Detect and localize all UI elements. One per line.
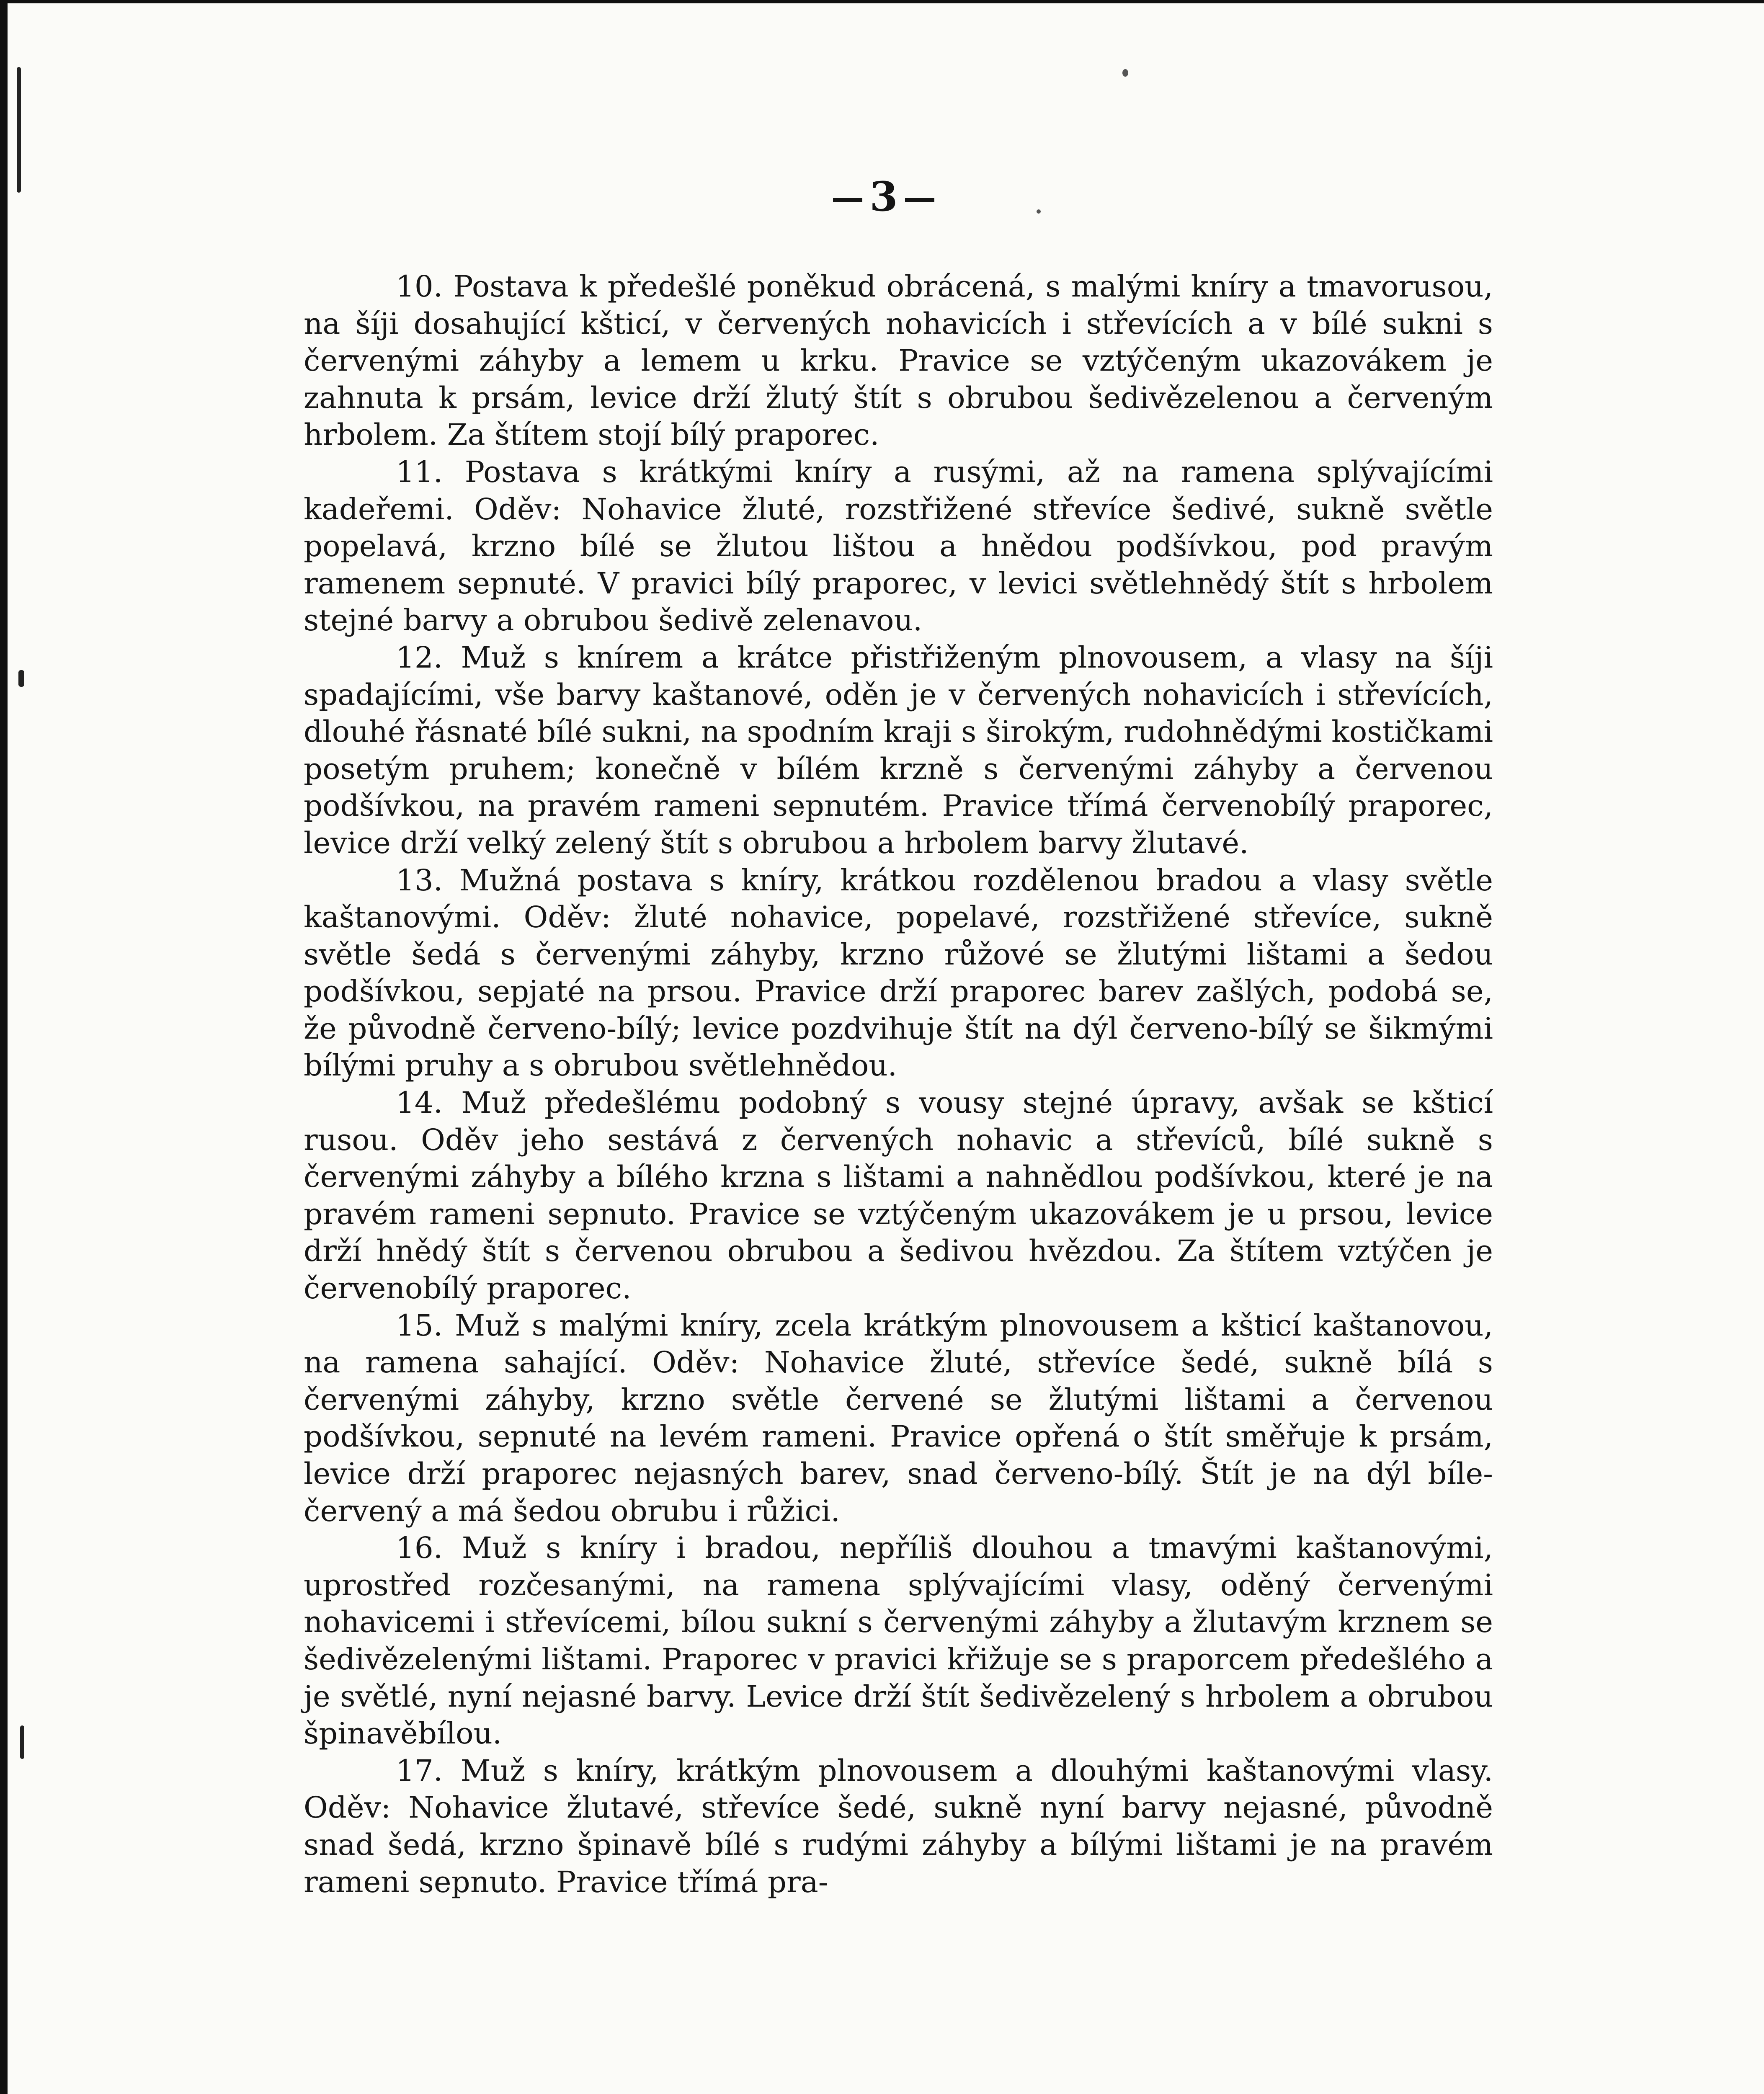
scan-border-left xyxy=(0,0,8,2094)
entry-text: Muž s knírem a krátce přistřiženým plnovousem, a vlasy na šíji spadajícími, vše barvy kaštanové, oděn je v červených nohavicích i střevících, dlouhé řásnaté bílé sukni, na spodním kraji s širokým, rudohnědými kostičkami posetým pruhem; konečně v bílém krzně s červenými záhyby a červenou podšívkou, na pravém rameni sepnutém. Pravice třímá červenobílý praporec, levice drží velký zelený štít s obrubou a hrbolem barvy žlutavé. xyxy=(304,640,1493,860)
entry-text: Mužná postava s kníry, krátkou rozdělenou bradou a vlasy světle kaštanovými. Oděv: žluté nohavice, popelavé, rozstřižené střevíce, sukně světle šedá s červenými záhyby, krzno růžové se žlutými lištami a šedou podšívkou, sepjaté na prsou. Pravice drží praporec barev zašlých, podobá se, že původně červeno-bílý; levice pozdvihuje štít na dýl červeno-bílý se šikmými bílými pruhy a s obrubou světlehnědou. xyxy=(304,863,1493,1083)
entry-number: 12. xyxy=(396,640,443,675)
entry-paragraph xyxy=(304,268,1493,454)
entry-text: Muž s malými kníry, zcela krátkým plnovousem a kšticí kaštanovou, na ramena sahající. Oděv: Nohavice žluté, střevíce šedé, sukně bílá s červenými záhyby, krzno světle červené se žlutými lištami a červenou podšívkou, sepnuté na levém rameni. Pravice opřená o štít směřuje k prsám, levice drží praporec nejasných barev, snad červeno-bílý. Štít je na dýl bíle-červený a má šedou obrubu i růžici. xyxy=(304,1308,1493,1528)
page-number xyxy=(821,168,946,226)
entry-number: 13. xyxy=(396,863,443,897)
scan-speck xyxy=(1037,209,1041,214)
scan-border-top xyxy=(0,0,1764,3)
entry-paragraph xyxy=(304,454,1493,639)
entry-number: 14. xyxy=(396,1086,443,1120)
entry-paragraph xyxy=(304,1529,1493,1752)
text-column xyxy=(304,268,1493,1901)
entry-paragraph xyxy=(304,639,1493,862)
entry-text: Muž s kníry i bradou, nepříliš dlouhou a tmavými kaštanovými, uprostřed rozčesanými, na ramena splývajícími vlasy, oděný červenými nohavicemi i střevícemi, bílou sukní s červenými záhyby a žlutavým krznem se šedivězelenými lištami. Praporec v pravici křižuje se s praporcem předešlého a je světlé, nyní nejasné barvy. Levice drží štít šedivězelený s hrbolem a obrubou špinavěbílou. xyxy=(304,1531,1493,1751)
entry-number: 11. xyxy=(396,454,443,489)
entry-text: Postava s krátkými kníry a rusými, až na ramena splývajícími kadeřemi. Oděv: Nohavice žluté, rozstřižené střevíce šedivé, sukně světle popelavá, krzno bílé se žlutou lištou a hnědou podšívkou, pod pravým ramenem sepnuté. V pravici bílý praporec, v levici světlehnědý štít s hrbolem stejné barvy a obrubou šedivě zelenavou. xyxy=(304,454,1493,638)
entry-number: 10. xyxy=(396,269,443,304)
binding-mark xyxy=(17,67,21,193)
scan-speck xyxy=(1122,69,1128,77)
entry-paragraph xyxy=(304,1307,1493,1530)
entry-paragraph xyxy=(304,1084,1493,1307)
entry-text: Postava k předešlé poněkud obrácená, s malými kníry a tmavorusou, na šíji dosahující kšticí, v červených nohavicích i střevících a v bílé sukni s červenými záhyby a lemem u krku. Pravice se vztýčeným ukazovákem je zahnuta k prsám, levice drží žlutý štít s obrubou šedivězelenou a červeným hrbolem. Za štítem stojí bílý praporec. xyxy=(304,269,1493,452)
page-number-value: 3 xyxy=(869,173,898,220)
binding-mark xyxy=(20,1725,24,1759)
entry-number: 15. xyxy=(396,1308,443,1343)
entry-text: Muž předešlému podobný s vousy stejné úpravy, avšak se kšticí rusou. Oděv jeho sestává z červených nohavic a střevíců, bílé sukně s červenými záhyby a bílého krzna s lištami a nahnědlou podšívkou, které je na pravém rameni sepnuto. Pravice se vztýčeným ukazovákem je u prsou, levice drží hnědý štít s červenou obrubou a šedivou hvězdou. Za štítem vztýčen je červenobílý praporec. xyxy=(304,1086,1493,1306)
entry-paragraph xyxy=(304,862,1493,1085)
entry-paragraph xyxy=(304,1752,1493,1901)
page-number-dash xyxy=(833,198,862,202)
binding-mark xyxy=(18,670,24,687)
page-number-dash xyxy=(905,198,934,202)
entry-text: Muž s kníry, krátkým plnovousem a dlouhými kaštanovými vlasy. Oděv: Nohavice žlutavé, střevíce šedé, sukně nyní barvy nejasné, původně snad šedá, krzno špinavě bílé s rudými záhyby a bílými lištami je na pravém rameni sepnuto. Pravice třímá pra- xyxy=(304,1753,1493,1899)
entry-number: 17. xyxy=(396,1753,443,1788)
entry-number: 16. xyxy=(396,1531,443,1565)
